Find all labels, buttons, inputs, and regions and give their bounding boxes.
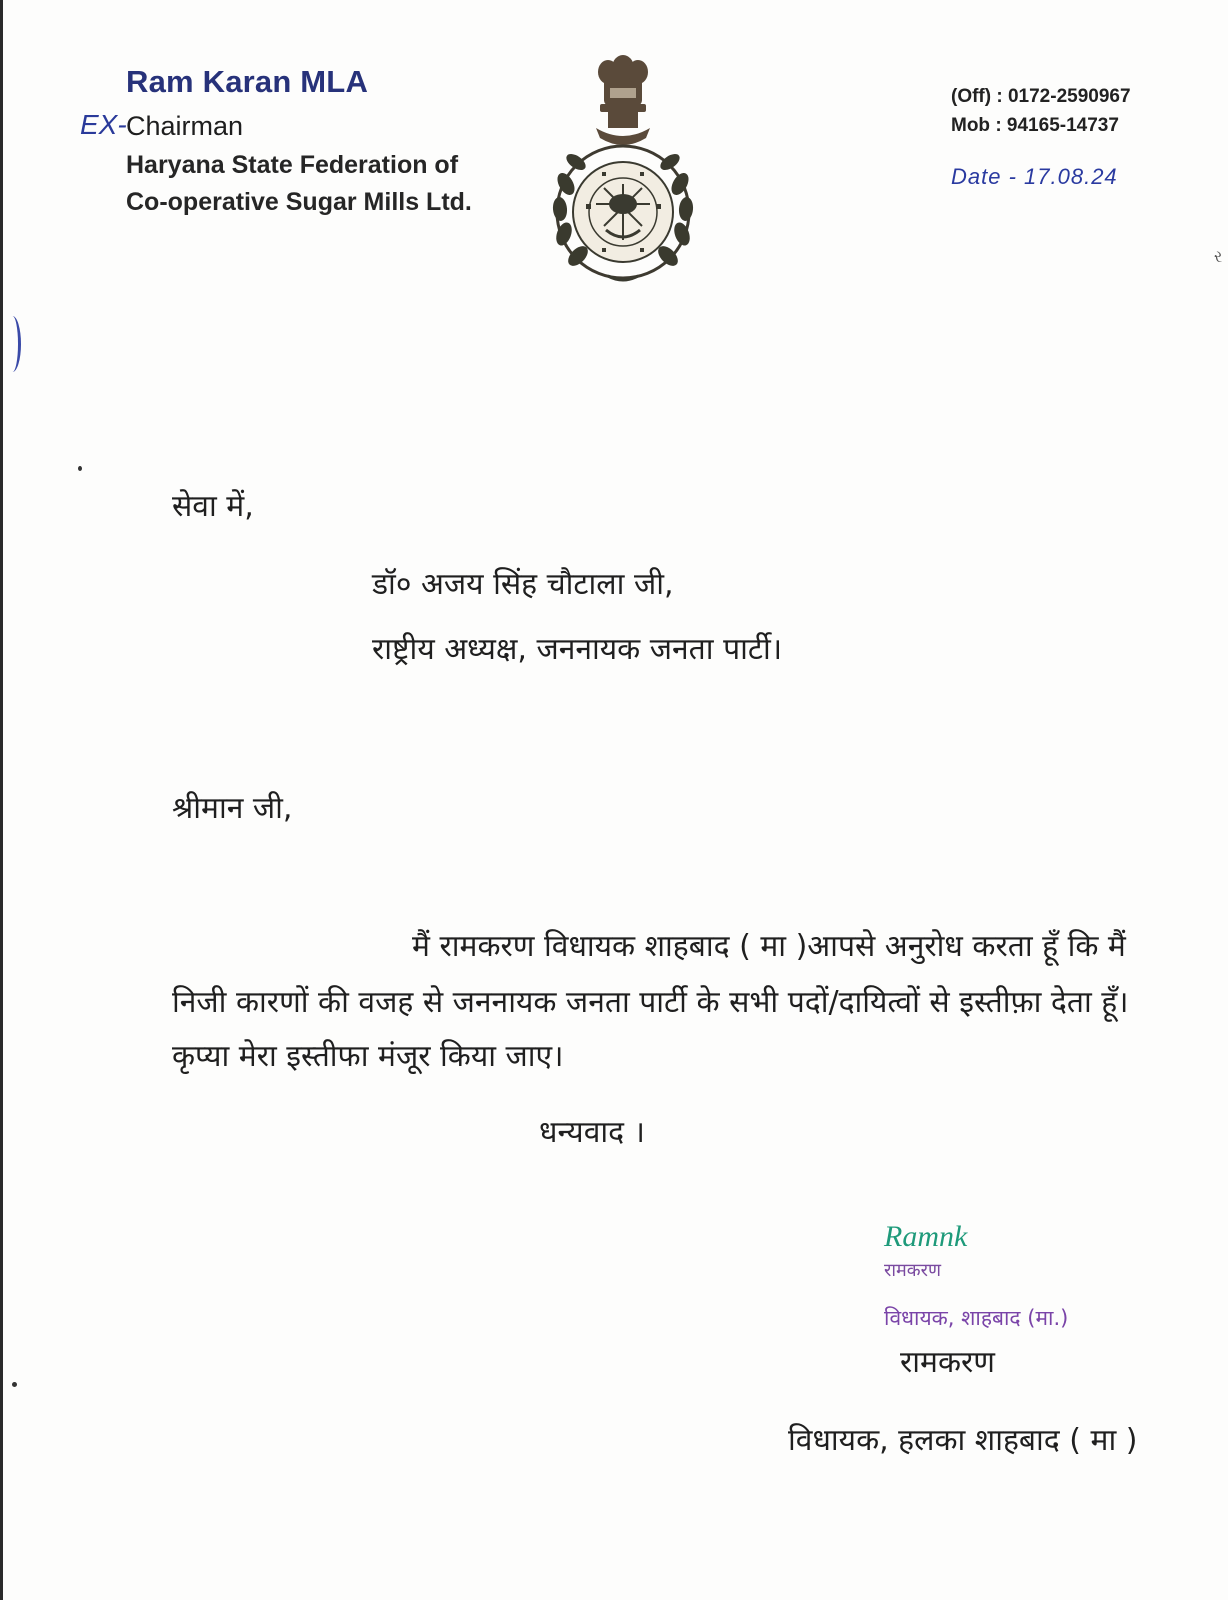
contact-block (951, 82, 1131, 140)
handwritten-date: Date - 17.08.24 (951, 164, 1118, 189)
body-line-1: मैं रामकरण विधायक शाहबाद ( मा )आपसे अनुरोध करता हूँ कि मैं (412, 929, 1126, 964)
organisation-line-2: Co-operative Sugar Mills Ltd. (126, 188, 472, 216)
scan-speck (78, 466, 82, 471)
signatory-title: विधायक, हलका शाहबाद ( मा ) (788, 1423, 1138, 1458)
mobile-phone: Mob : 94165-14737 (951, 115, 1119, 136)
greeting: श्रीमान जी, (172, 791, 293, 826)
scan-left-edge (0, 0, 3, 1600)
scan-speck (12, 1382, 17, 1387)
addressee-title: राष्ट्रीय अध्यक्ष, जननायक जनता पार्टी। (372, 632, 783, 667)
handwritten-ex-prefix: EX- (80, 109, 127, 140)
letterhead-name: Ram Karan MLA (126, 64, 369, 99)
addressee-name: डॉ० अजय सिंह चौटाला जी, (372, 567, 674, 602)
haryana-state-emblem-icon (546, 54, 700, 286)
stamp-title: विधायक, शाहबाद (मा.) (884, 1306, 1069, 1330)
handwritten-signature: Ramnk (884, 1220, 968, 1253)
signatory-name: रामकरण (900, 1345, 995, 1380)
body-line-2: निजी कारणों की वजह से जननायक जनता पार्टी के सभी पदों/दायित्वों से इस्तीफ़ा देता हूँ। (172, 985, 1129, 1020)
letterhead-organisation (126, 147, 472, 221)
salutation: सेवा में, (172, 489, 254, 524)
closing-thanks: धन्यवाद । (539, 1115, 645, 1150)
margin-pen-mark (4, 316, 21, 372)
stamp-name: रामकरण (884, 1260, 941, 1281)
letterhead-position: Chairman (126, 111, 244, 141)
cropped-edge-glyph: ર (1214, 247, 1223, 266)
body-line-3: कृप्या मेरा इस्तीफा मंजूर किया जाए। (172, 1039, 564, 1074)
office-phone: (Off) : 0172-2590967 (951, 86, 1131, 107)
organisation-line-1: Haryana State Federation of (126, 151, 459, 179)
